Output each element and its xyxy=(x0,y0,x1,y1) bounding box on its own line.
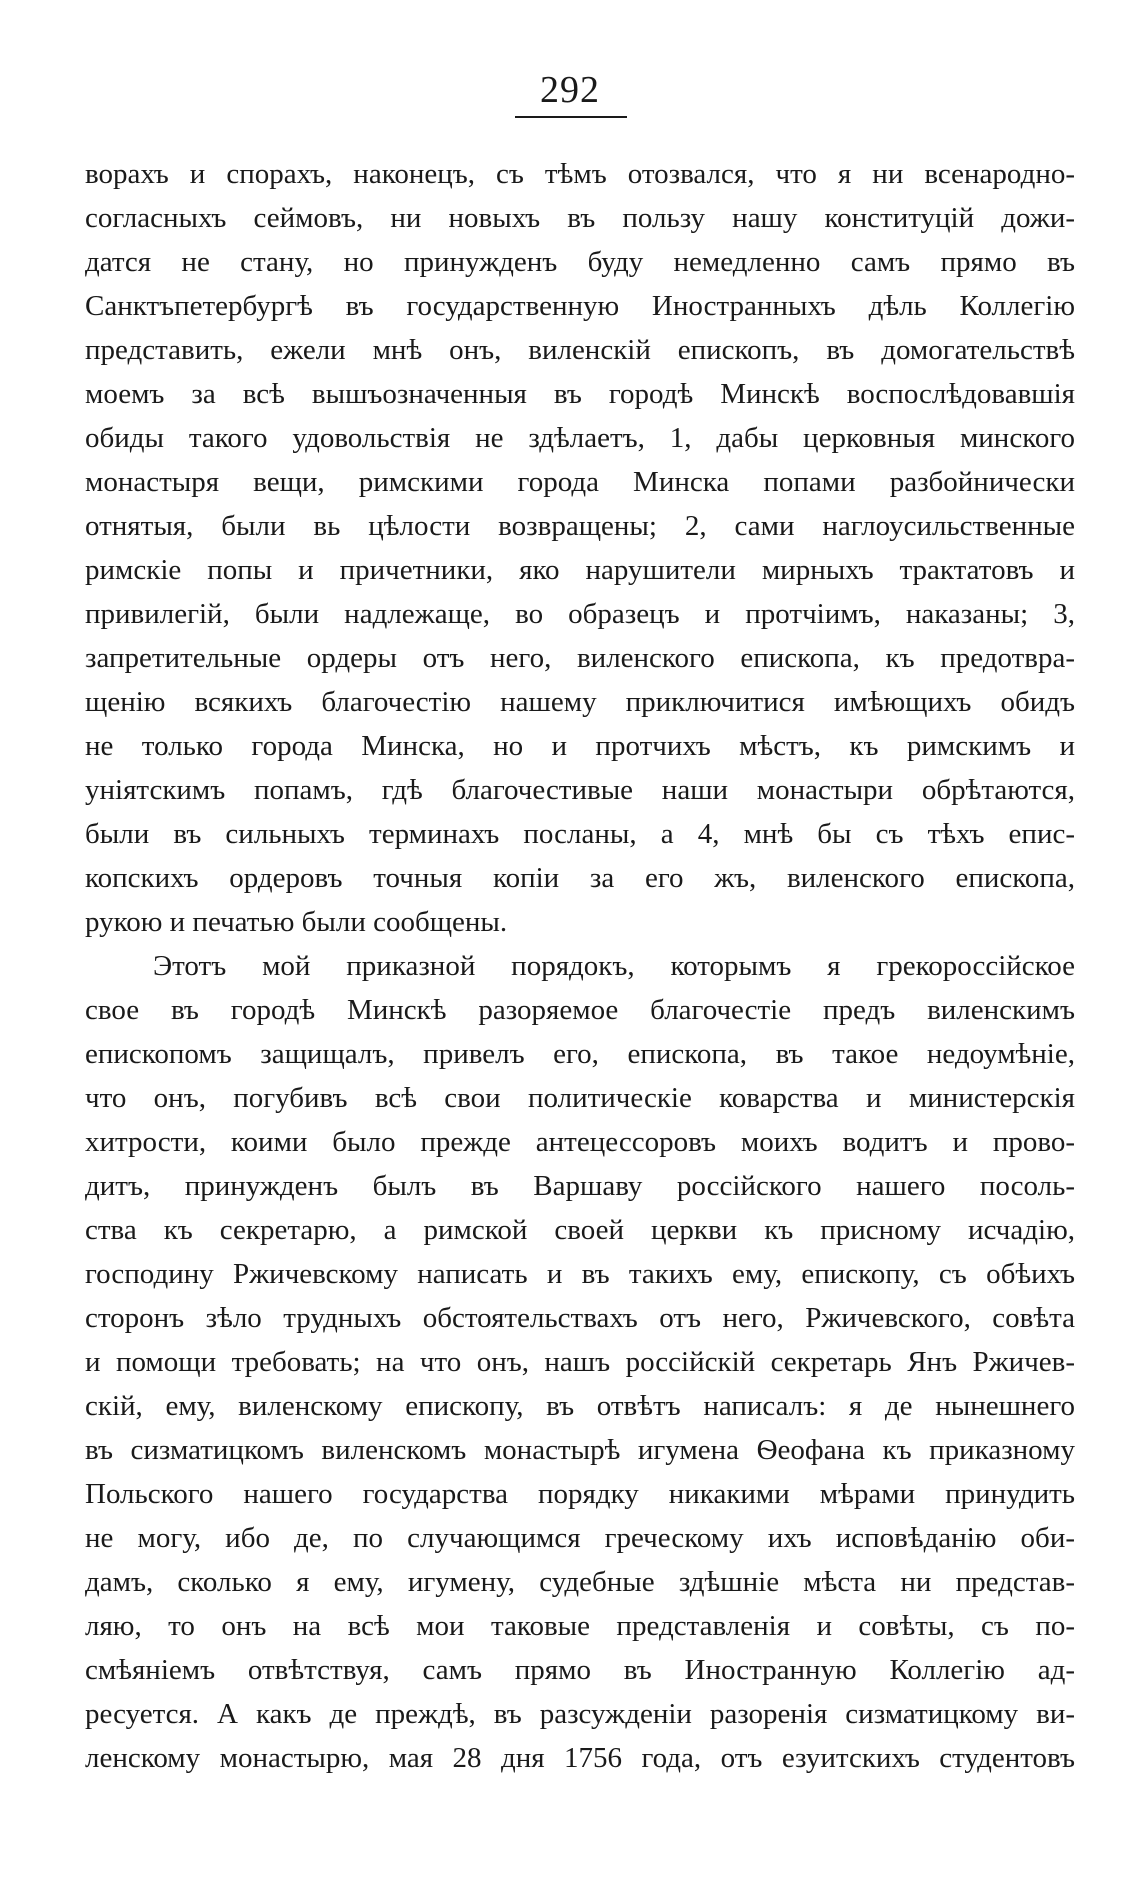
text-line: согласныхъ сеймовъ, ни новыхъ въ пользу нашу конституцій дожи- xyxy=(85,202,1075,234)
text-line: свое въ городѣ Минскѣ разоряемое благочестіе предъ виленскимъ xyxy=(85,994,1075,1026)
text-line: отнятыя, были вь цѣлости возвращены; 2, сами наглоусильственные xyxy=(85,510,1075,542)
text-line: господину Ржичевскому написать и въ такихъ ему, епископу, съ обѣихъ xyxy=(85,1258,1075,1290)
text-line: ляю, то онъ на всѣ мои таковые представленія и совѣты, съ по- xyxy=(85,1610,1075,1642)
text-line: смѣяніемъ отвѣтствуя, самъ прямо въ Иностранную Коллегію ад- xyxy=(85,1654,1075,1686)
text-line: епископомъ защищалъ, привелъ его, епископа, въ такое недоумѣніе, xyxy=(85,1038,1075,1070)
text-line: были въ сильныхъ терминахъ посланы, а 4, мнѣ бы съ тѣхъ епис- xyxy=(85,818,1075,850)
text-line: Санктъпетербургѣ въ государственную Иностранныхъ дѣль Коллегію xyxy=(85,290,1075,322)
text-line: дитъ, принужденъ былъ въ Варшаву россійского нашего посоль- xyxy=(85,1170,1075,1202)
text-line: дамъ, сколько я ему, игумену, судебные здѣшніе мѣста ни представ- xyxy=(85,1566,1075,1598)
paragraph-1 xyxy=(85,152,1075,944)
text-line: въ сизматицкомъ виленскомъ монастырѣ игумена Ѳеофана къ приказному xyxy=(85,1434,1075,1466)
text-line: обиды такого удовольствія не здѣлаетъ, 1, дабы церковныя минского xyxy=(85,422,1075,454)
paragraph-2 xyxy=(85,944,1075,1780)
text-line: датся не стану, но принужденъ буду немедленно самъ прямо въ xyxy=(85,246,1075,278)
page-number-rule xyxy=(515,116,627,118)
text-line: ресуется. А какъ де преждѣ, въ разсужденіи разоренія сизматицкому ви- xyxy=(85,1698,1075,1730)
page-number: 292 xyxy=(540,69,600,111)
text-line: щенію всякихъ благочестію нашему приключитися имѣющихъ обидъ xyxy=(85,686,1075,718)
text-line: привилегій, были надлежаще, во образецъ и протчіимъ, наказаны; 3, xyxy=(85,598,1075,630)
text-line: Этотъ мой приказной порядокъ, которымъ я грекороссійское xyxy=(153,950,1075,982)
text-line: моемъ за всѣ вышъозначенныя въ городѣ Минскѣ воспослѣдовавшія xyxy=(85,378,1075,410)
text-line: запретительные ордеры отъ него, виленского епископа, къ предотвра- xyxy=(85,642,1075,674)
text-line: римскіе попы и причетники, яко нарушители мирныхъ трактатовъ и xyxy=(85,554,1075,586)
text-line: представить, ежели мнѣ онъ, виленскій епископъ, въ домогательствѣ xyxy=(85,334,1075,366)
text-line: ленскому монастырю, мая 28 дня 1756 года, отъ езуитскихъ студентовъ xyxy=(85,1742,1075,1774)
body-text xyxy=(85,152,1075,1780)
text-line: не могу, ибо де, по случающимся греческому ихъ исповѣданію оби- xyxy=(85,1522,1075,1554)
text-line: и помощи требовать; на что онъ, нашъ россійскій секретарь Янъ Ржичев- xyxy=(85,1346,1075,1378)
text-line: что онъ, погубивъ всѣ свои политическіе коварства и министерскія xyxy=(85,1082,1075,1114)
text-line: скій, ему, виленскому епископу, въ отвѣтъ написалъ: я де нынешнего xyxy=(85,1390,1075,1422)
text-line: ворахъ и спорахъ, наконецъ, съ тѣмъ отозвался, что я ни всенародно- xyxy=(85,158,1075,190)
text-line: сторонъ зѣло трудныхъ обстоятельствахъ отъ него, Ржичевского, совѣта xyxy=(85,1302,1075,1334)
text-line: копскихъ ордеровъ точныя копіи за его жъ, виленского епископа, xyxy=(85,862,1075,894)
text-line: монастыря вещи, римскими города Минска попами разбойнически xyxy=(85,466,1075,498)
text-line: рукою и печатью были сообщены. xyxy=(85,906,508,938)
text-line: хитрости, коими было прежде антецессоровъ моихъ водитъ и прово- xyxy=(85,1126,1075,1158)
text-line: ства къ секретарю, а римской своей церкви къ присному исчадію, xyxy=(85,1214,1075,1246)
text-line: не только города Минска, но и протчихъ мѣстъ, къ римскимъ и xyxy=(85,730,1075,762)
text-line: уніятскимъ попамъ, гдѣ благочестивые наши монастыри обрѣтаются, xyxy=(85,774,1075,806)
text-line: Польского нашего государства порядку никакими мѣрами принудить xyxy=(85,1478,1075,1510)
